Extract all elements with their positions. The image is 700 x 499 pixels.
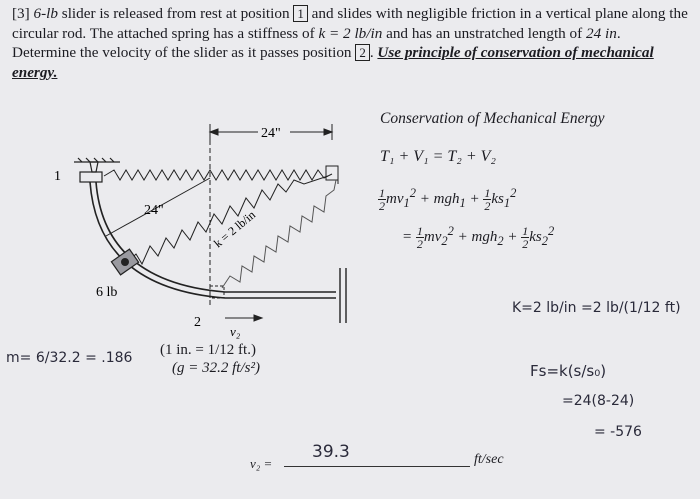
handwritten-answer: 39.3: [312, 442, 350, 462]
problem-number: [3]: [12, 5, 30, 22]
given-line-1: (1 in. = 1/12 ft.): [160, 342, 256, 358]
answer-label: v₂ =: [250, 456, 273, 471]
problem-stiffness: k = 2 lb/in: [318, 24, 383, 42]
velocity-arrow: [225, 315, 262, 321]
problem-instruction: Use principle of conservation of mechanical energy.: [12, 44, 654, 81]
position-2-box: 2: [355, 44, 370, 61]
energy-expansion-line-1: $\frac{1}{2}$ $mv_1^2 + mgh_1$ + $\frac{1}{2}$ $ks_1^2$: [379, 186, 517, 214]
handwritten-mass-calc: m= 6/32.2 = .186: [6, 350, 133, 366]
problem-text-a: slider is released from rest at position: [57, 5, 294, 22]
answer-input-line[interactable]: [284, 466, 470, 467]
right-wall: [340, 268, 346, 323]
slider-block: [111, 249, 138, 275]
problem-length: 24 in: [586, 24, 617, 42]
problem-text-e: .: [369, 44, 378, 61]
solution-heading: Conservation of Mechanical Energy: [380, 110, 605, 127]
spring-position-1: [104, 170, 332, 180]
given-line-2: (g = 32.2 ft/s²): [172, 360, 260, 376]
dimension-top-label: 24": [261, 126, 281, 141]
answer-units: ft/sec: [474, 452, 504, 467]
handwritten-fs-line-1: Fs=k(s/s₀): [530, 362, 607, 380]
handwritten-fs-line-2: =24(8-24): [562, 393, 635, 409]
problem-text-b: and slides with negligible friction in a vertical plane along the circular rod. The attached spring has a stiffness of: [12, 5, 688, 42]
problem-text-d: . Determine the velocity of the slider as it passes position: [12, 24, 621, 61]
weight-label: 6 lb: [96, 285, 118, 300]
position-1-box: 1: [293, 5, 308, 22]
dimension-left-label: 24": [144, 203, 164, 218]
position-1-label: 1: [54, 169, 61, 184]
v2-label: v₂: [230, 324, 241, 339]
energy-equation: T₁ + V₁ = T₂ + V₂: [380, 148, 496, 165]
energy-expansion-line-2: = $\frac{1}{2}$ $mv_2^2 + mgh_2$ + $\frac{1}{2}$ $ks_2^2$: [402, 224, 555, 252]
problem-statement: [12, 4, 688, 82]
spring-intermediate: [126, 176, 328, 264]
problem-mass: 6-lb: [33, 5, 58, 22]
position-2-label: 2: [194, 315, 201, 330]
mechanism-figure: [50, 118, 410, 358]
problem-text-c: and has an unstratched length of: [382, 24, 587, 42]
spring-label: k = 2 lb/in: [210, 207, 259, 251]
handwritten-k-calc: K=2 lb/in =2 lb/(1/12 ft): [512, 300, 681, 316]
handwritten-fs-line-3: = -576: [594, 424, 642, 440]
